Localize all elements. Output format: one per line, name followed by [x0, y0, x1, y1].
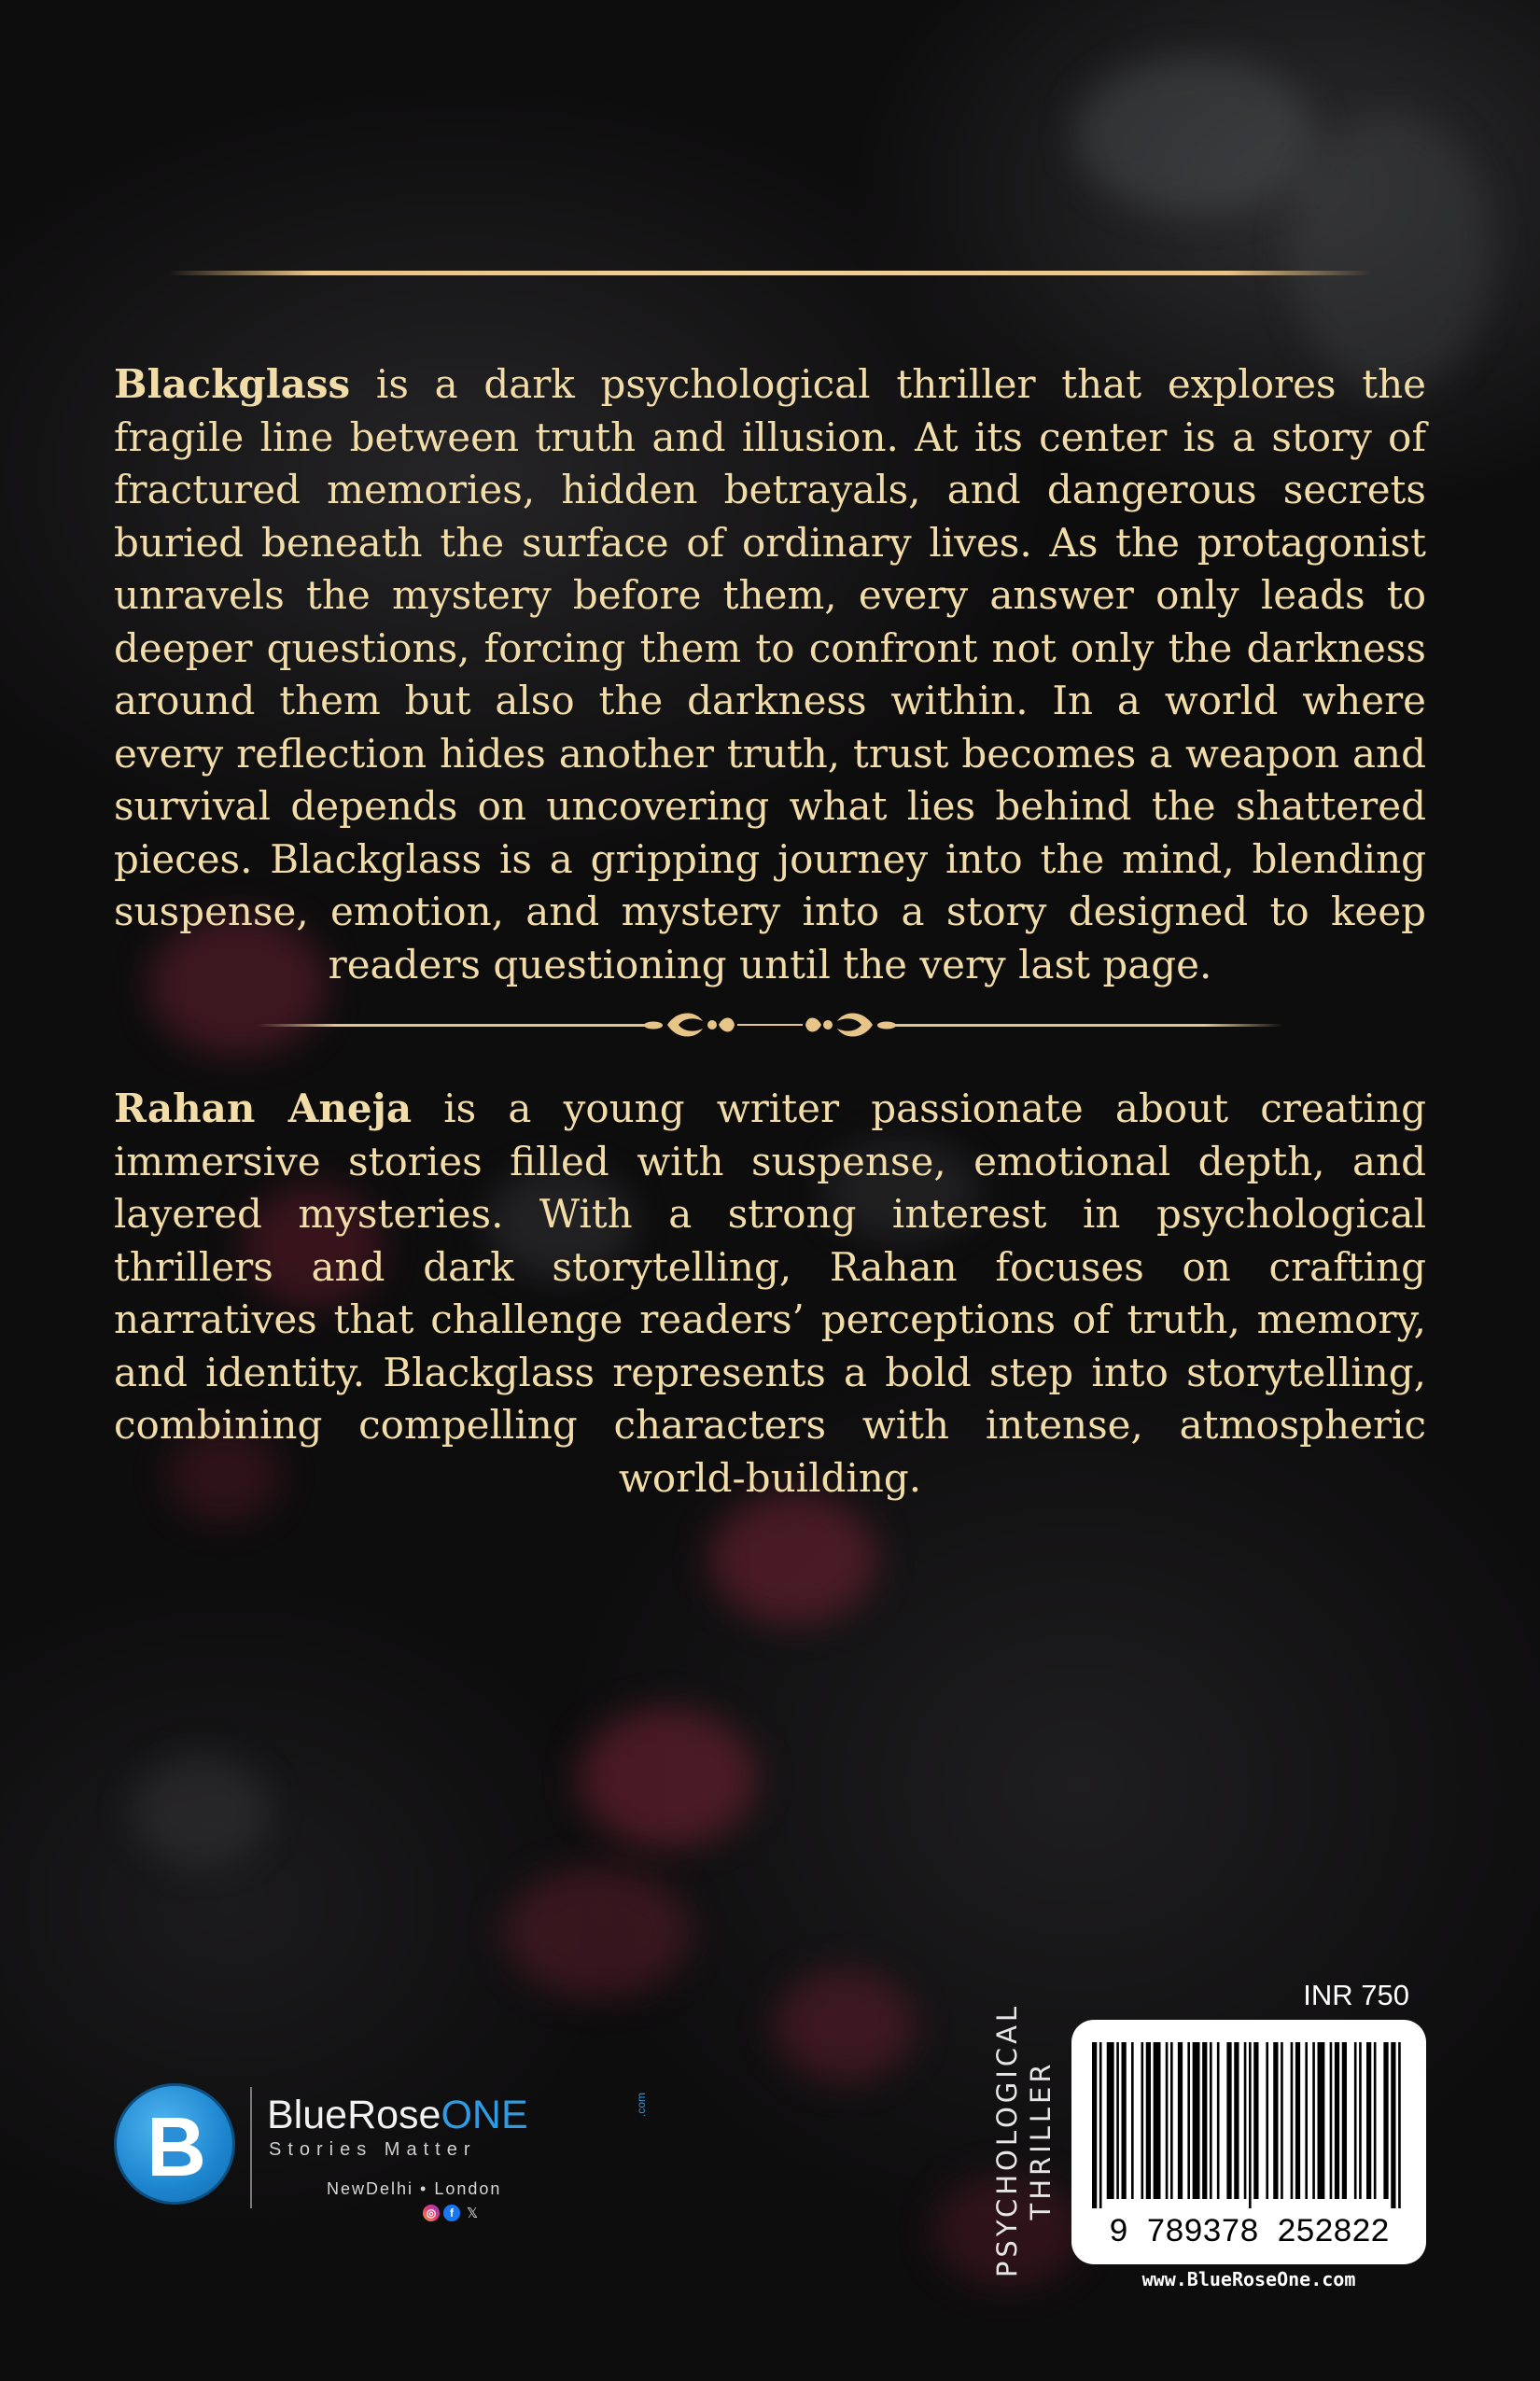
publisher-tagline: Stories Matter: [269, 2139, 477, 2160]
isbn-number: 9 789378 252822: [1108, 2214, 1390, 2251]
blurb-title-lead: Blackglass: [114, 361, 351, 407]
barcode-bar: [1273, 2042, 1278, 2199]
barcode-bar: [1131, 2042, 1134, 2199]
barcode-bar: [1281, 2042, 1283, 2199]
book-blurb: [114, 358, 1426, 991]
genre-label: [991, 1986, 1057, 2294]
x-icon: 𝕏: [466, 2206, 479, 2221]
publisher-logo: [114, 2083, 235, 2205]
barcode-bar: [1116, 2042, 1119, 2199]
blurb-text: is a dark psychological thriller that explores the fragile line between truth and illusion. At its center is a story of fractured memories, hidden betrayals, and dangerous secrets buried beneath the surface of ordinary lives. As the protagonist unravels the mystery before them, every answer only leads to deeper questions, forcing them to confront not only the darkness around them but also the darkness within. In a world where every reflection hides another truth, trust becomes a weapon and survival depends on uncovering what lies behind the shattered pieces. Blackglass is a gripping journey into the mind, blending suspense, emotion, and mystery into a story designed to keep readers questioning until the very last page.: [114, 361, 1426, 987]
publisher-block: [110, 2080, 648, 2229]
barcode-bar: [1193, 2042, 1200, 2199]
barcode-bar: [1312, 2042, 1315, 2199]
publisher-locations: NewDelhi • London: [327, 2179, 502, 2198]
barcode-bar: [1291, 2042, 1294, 2199]
barcode-bar: [1170, 2042, 1173, 2199]
price-label: INR 750: [1303, 1979, 1409, 2011]
barcode-bar: [1122, 2042, 1127, 2199]
ornamental-divider: [257, 1002, 1283, 1049]
barcode-bar: [1146, 2042, 1151, 2199]
barcode-bar: [1226, 2042, 1231, 2199]
barcode-bar: [1107, 2042, 1114, 2199]
barcode-bar: [1266, 2042, 1268, 2199]
barcode-bar: [1374, 2042, 1377, 2199]
barcode-panel: [1071, 2020, 1426, 2264]
barcode-bar: [1178, 2042, 1183, 2199]
publisher-logo-b-icon: [143, 2112, 208, 2179]
barcode-bar: [1318, 2042, 1325, 2199]
publisher-divider: [250, 2087, 252, 2208]
barcode-bar: [1354, 2042, 1357, 2199]
barcode-bar: [1234, 2042, 1239, 2199]
barcode-bar: [1398, 2042, 1401, 2208]
barcode-bar: [1187, 2042, 1190, 2199]
barcode-bar: [1141, 2042, 1144, 2199]
barcode-bar: [1166, 2042, 1169, 2199]
barcode-bar: [1359, 2042, 1362, 2199]
facebook-icon: f: [443, 2205, 460, 2221]
barcode-bar: [1335, 2042, 1339, 2199]
barcode-bar: [1099, 2042, 1102, 2208]
barcode-bar: [1217, 2042, 1220, 2199]
publisher-website: www.BlueRoseOne.com: [1141, 2268, 1356, 2290]
barcode-bar: [1330, 2042, 1333, 2199]
author-bio-text: is a young writer passionate about creating immersive stories filled with suspense, emotional depth, and layered mysteries. With a strong interest in psychological thrillers and dark storytelling, Rahan focuses on crafting narratives that challenge readers’ perceptions of truth, memory, and identity. Blackglass represents a bold step into storytelling, combining compelling characters with intense, atmospheric world-building.: [114, 1085, 1426, 1501]
barcode-bar: [1342, 2042, 1347, 2199]
barcode-bar: [1253, 2042, 1258, 2199]
barcode-bar: [1202, 2042, 1207, 2199]
barcode-bar: [1249, 2042, 1252, 2208]
author-name: Rahan Aneja: [114, 1085, 413, 1131]
barcode-bar: [1244, 2042, 1247, 2199]
author-bio: [114, 1083, 1426, 1505]
barcode-bar: [1210, 2042, 1212, 2199]
barcode-bar: [1383, 2042, 1388, 2199]
isbn-barcode: [1092, 2042, 1406, 2208]
top-gold-rule: [168, 271, 1372, 275]
genre-line-2: THRILLER: [1025, 2060, 1057, 2220]
barcode-bar: [1366, 2042, 1371, 2199]
publisher-name-suffix: .com: [635, 2093, 648, 2118]
publisher-name-main: BlueRose: [267, 2093, 441, 2137]
barcode-bar: [1154, 2042, 1161, 2199]
instagram-icon: ◎: [423, 2205, 440, 2221]
genre-line-1: PSYCHOLOGICAL: [991, 2002, 1023, 2278]
publisher-name: [267, 2093, 528, 2138]
barcode-bar: [1092, 2042, 1097, 2208]
barcode-bar: [1295, 2042, 1300, 2199]
publisher-name-accent: ONE: [441, 2093, 528, 2137]
barcode-bar: [1391, 2042, 1395, 2208]
barcode-bar: [1305, 2042, 1308, 2199]
social-icons: [423, 2205, 481, 2223]
